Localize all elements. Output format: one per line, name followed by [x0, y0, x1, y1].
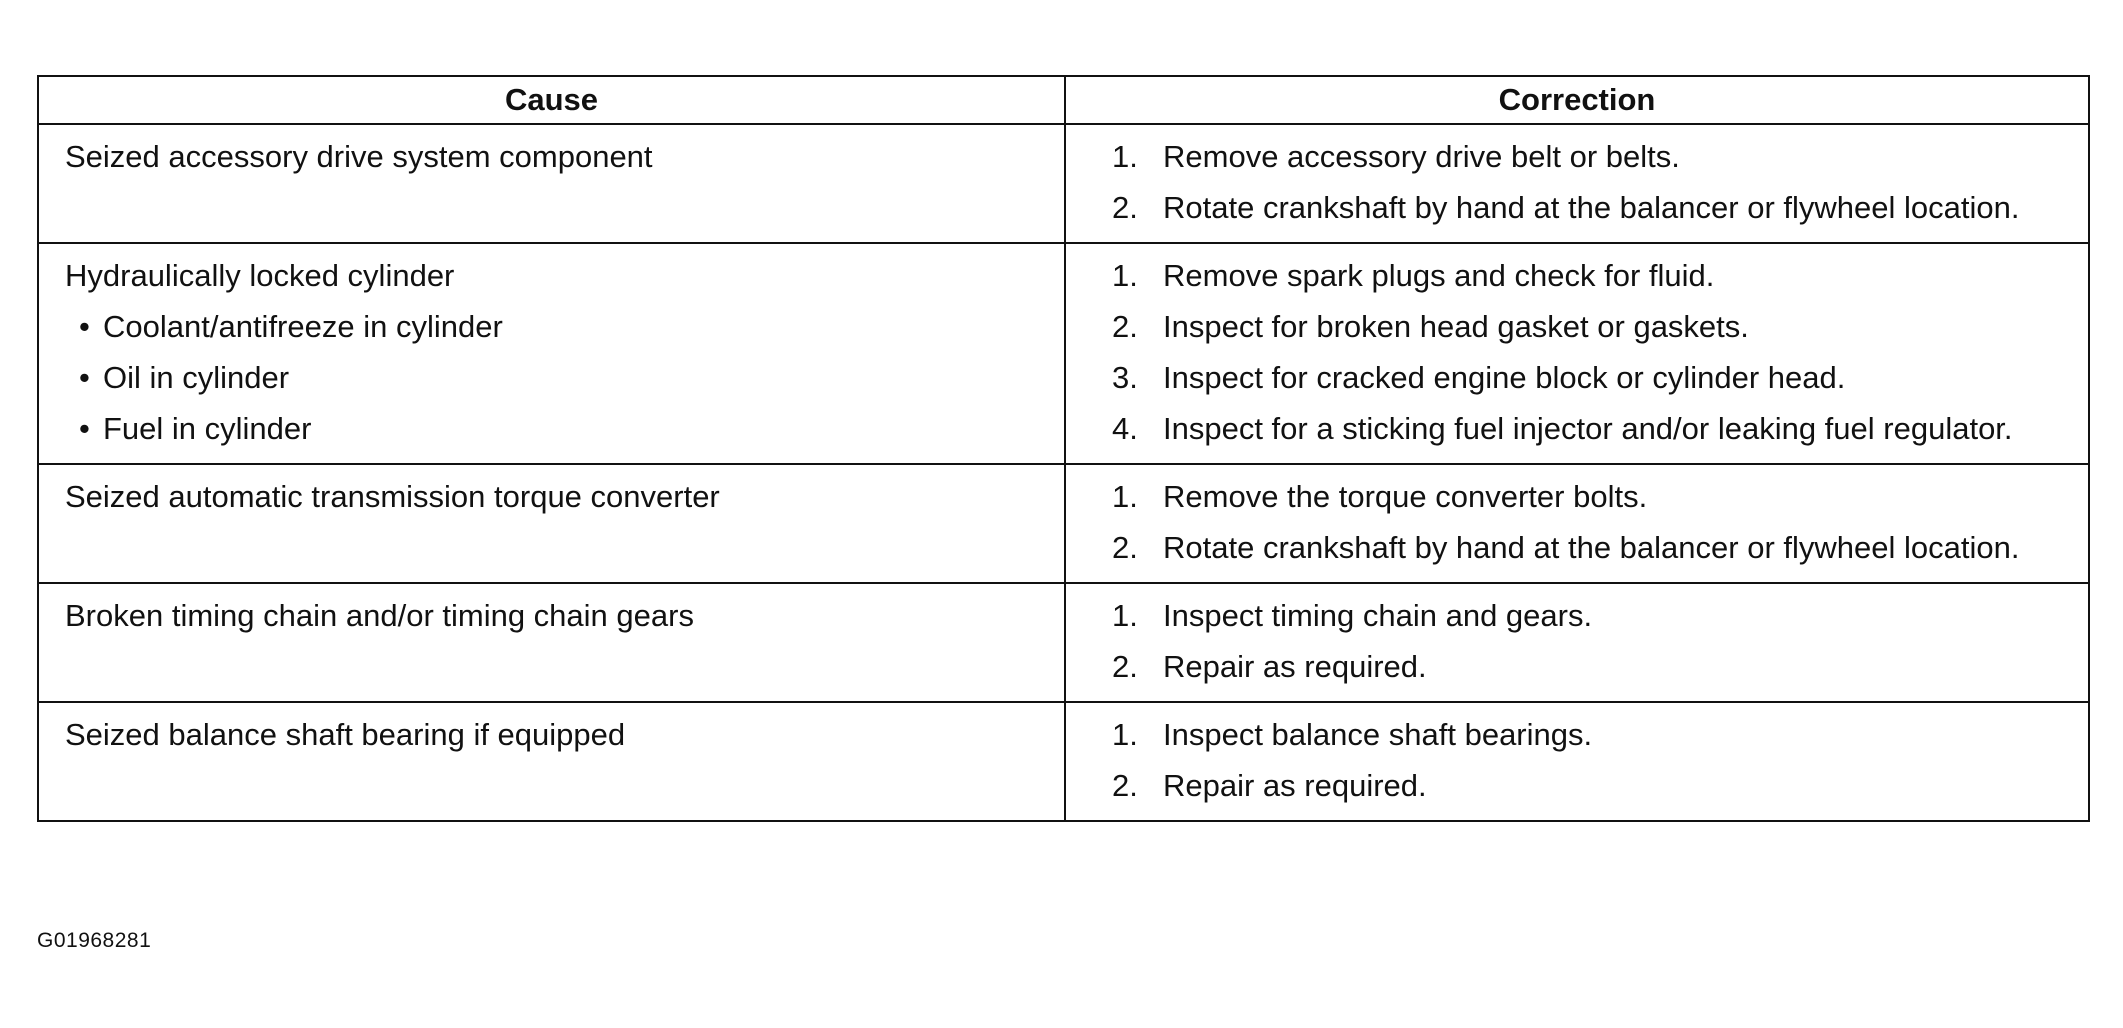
- step-text: Remove spark plugs and check for fluid.: [1163, 258, 1715, 293]
- step-text: Inspect for broken head gasket or gaskets.: [1163, 309, 1749, 344]
- correction-steps: [1112, 715, 2048, 806]
- bullet-icon: •: [79, 411, 90, 446]
- sub-cause-list: [65, 307, 1038, 449]
- figure-id: G01968281: [37, 929, 152, 952]
- sub-cause-text: Fuel in cylinder: [103, 411, 312, 446]
- step-number: 1.: [1112, 479, 1138, 514]
- correction-step: [1112, 307, 2048, 347]
- correction-step: [1112, 647, 2048, 687]
- step-text: Remove accessory drive belt or belts.: [1163, 139, 1680, 174]
- step-number: 2.: [1112, 190, 1138, 225]
- step-text: Inspect for a sticking fuel injector and/or leaking fuel regulator.: [1163, 411, 2013, 446]
- cause-column-header: Cause: [38, 76, 1065, 124]
- table-row: [38, 702, 2089, 821]
- table-body: [38, 124, 2089, 821]
- correction-step: [1112, 715, 2048, 755]
- sub-cause-item: [65, 409, 1038, 449]
- step-number: 1.: [1112, 717, 1138, 752]
- table-row: [38, 124, 2089, 243]
- cause-cell: [38, 124, 1065, 243]
- correction-cell: [1065, 583, 2089, 702]
- step-text: Repair as required.: [1163, 649, 1427, 684]
- correction-step: [1112, 528, 2048, 568]
- sub-cause-item: [65, 358, 1038, 398]
- step-text: Inspect for cracked engine block or cylinder head.: [1163, 360, 1846, 395]
- step-number: 2.: [1112, 530, 1138, 565]
- correction-step: [1112, 766, 2048, 806]
- correction-step: [1112, 256, 2048, 296]
- cause-text: Seized automatic transmission torque converter: [65, 479, 720, 514]
- correction-steps: [1112, 137, 2048, 228]
- cause-text: Seized accessory drive system component: [65, 139, 653, 174]
- cause-cell: [38, 464, 1065, 583]
- step-number: 2.: [1112, 649, 1138, 684]
- sub-cause-text: Coolant/antifreeze in cylinder: [103, 309, 503, 344]
- cause-text: Broken timing chain and/or timing chain gears: [65, 598, 694, 633]
- step-number: 2.: [1112, 309, 1138, 344]
- cause-cell: [38, 243, 1065, 464]
- correction-cell: [1065, 124, 2089, 243]
- step-text: Rotate crankshaft by hand at the balancer or flywheel location.: [1163, 190, 2020, 225]
- correction-column-header: Correction: [1065, 76, 2089, 124]
- correction-step: [1112, 477, 2048, 517]
- step-text: Inspect balance shaft bearings.: [1163, 717, 1593, 752]
- table-row: [38, 464, 2089, 583]
- step-text: Inspect timing chain and gears.: [1163, 598, 1593, 633]
- step-number: 1.: [1112, 258, 1138, 293]
- step-number: 1.: [1112, 139, 1138, 174]
- cause-text: Hydraulically locked cylinder: [65, 258, 455, 293]
- correction-steps: [1112, 596, 2048, 687]
- cause-correction-table: [37, 75, 2090, 822]
- correction-cell: [1065, 702, 2089, 821]
- correction-steps: [1112, 256, 2048, 449]
- bullet-icon: •: [79, 360, 90, 395]
- cause-cell: [38, 583, 1065, 702]
- sub-cause-item: [65, 307, 1038, 347]
- correction-step: [1112, 409, 2048, 449]
- step-number: 3.: [1112, 360, 1138, 395]
- table-header-row: [38, 76, 2089, 124]
- diagnostic-sheet: [37, 75, 2088, 822]
- correction-step: [1112, 137, 2048, 177]
- step-text: Rotate crankshaft by hand at the balancer or flywheel location.: [1163, 530, 2020, 565]
- correction-cell: [1065, 464, 2089, 583]
- cause-text: Seized balance shaft bearing if equipped: [65, 717, 626, 752]
- table-row: [38, 583, 2089, 702]
- sub-cause-text: Oil in cylinder: [103, 360, 290, 395]
- correction-step: [1112, 188, 2048, 228]
- step-number: 1.: [1112, 598, 1138, 633]
- bullet-icon: •: [79, 309, 90, 344]
- correction-steps: [1112, 477, 2048, 568]
- table-row: [38, 243, 2089, 464]
- step-number: 4.: [1112, 411, 1138, 446]
- step-text: Repair as required.: [1163, 768, 1427, 803]
- correction-step: [1112, 358, 2048, 398]
- step-number: 2.: [1112, 768, 1138, 803]
- correction-step: [1112, 596, 2048, 636]
- correction-cell: [1065, 243, 2089, 464]
- step-text: Remove the torque converter bolts.: [1163, 479, 1648, 514]
- cause-cell: [38, 702, 1065, 821]
